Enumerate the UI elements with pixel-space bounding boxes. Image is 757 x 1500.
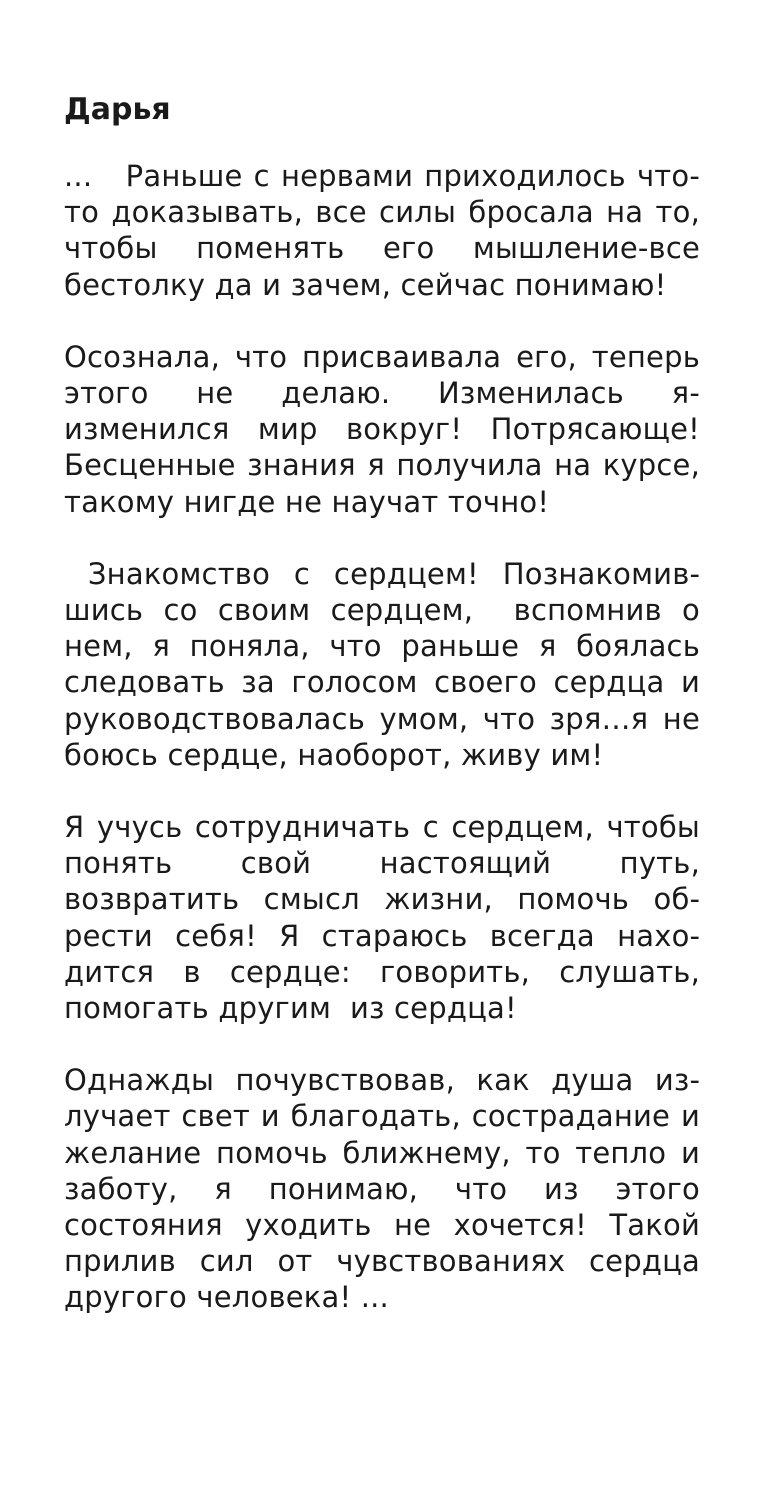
paragraph-2: Осознала, что присваивала его, теперь этого не делаю. Изменилась я-изменился мир вокруг! Потрясающе! Бесценные знания я получила на курсе, такому нигде не научат точно! — [64, 339, 710, 519]
paragraph-4: Я учусь сотрудничать с сердцем, чтобы понять свой настоящий путь, возвратить смысл жизни, помочь обрести себя! Я стараюсь всегда находится в сердце: говорить, слушать, помогать другим из сердца! — [64, 810, 710, 1026]
testimonial-page — [64, 92, 710, 1352]
paragraph-1: ... Раньше с нервами приходилось что- то доказывать, все силы бросала на то, чтобы поменять его мышление-все бестолку да и зачем, сейчас понимаю! — [64, 159, 710, 302]
author-name: Дарья — [64, 92, 171, 127]
paragraph-5: Однажды почувствовав, как душа излучает свет и благодать, сострадание и желание помочь ближнему, то тепло и заботу, я понимаю, что из этого состояния уходить не хочется! Такой прилив сил от чувствованиях сердца другого человека! ... — [64, 1063, 710, 1315]
paragraph-3: Знакомство с сердцем! Познакомившись со своим сердцем, вспомнив о нем, я поняла, что раньше я боялась следовать за голосом своего сердца и руководствовалась умом, что зря…я не боюсь сердце, наоборот, живу им! — [64, 556, 710, 772]
